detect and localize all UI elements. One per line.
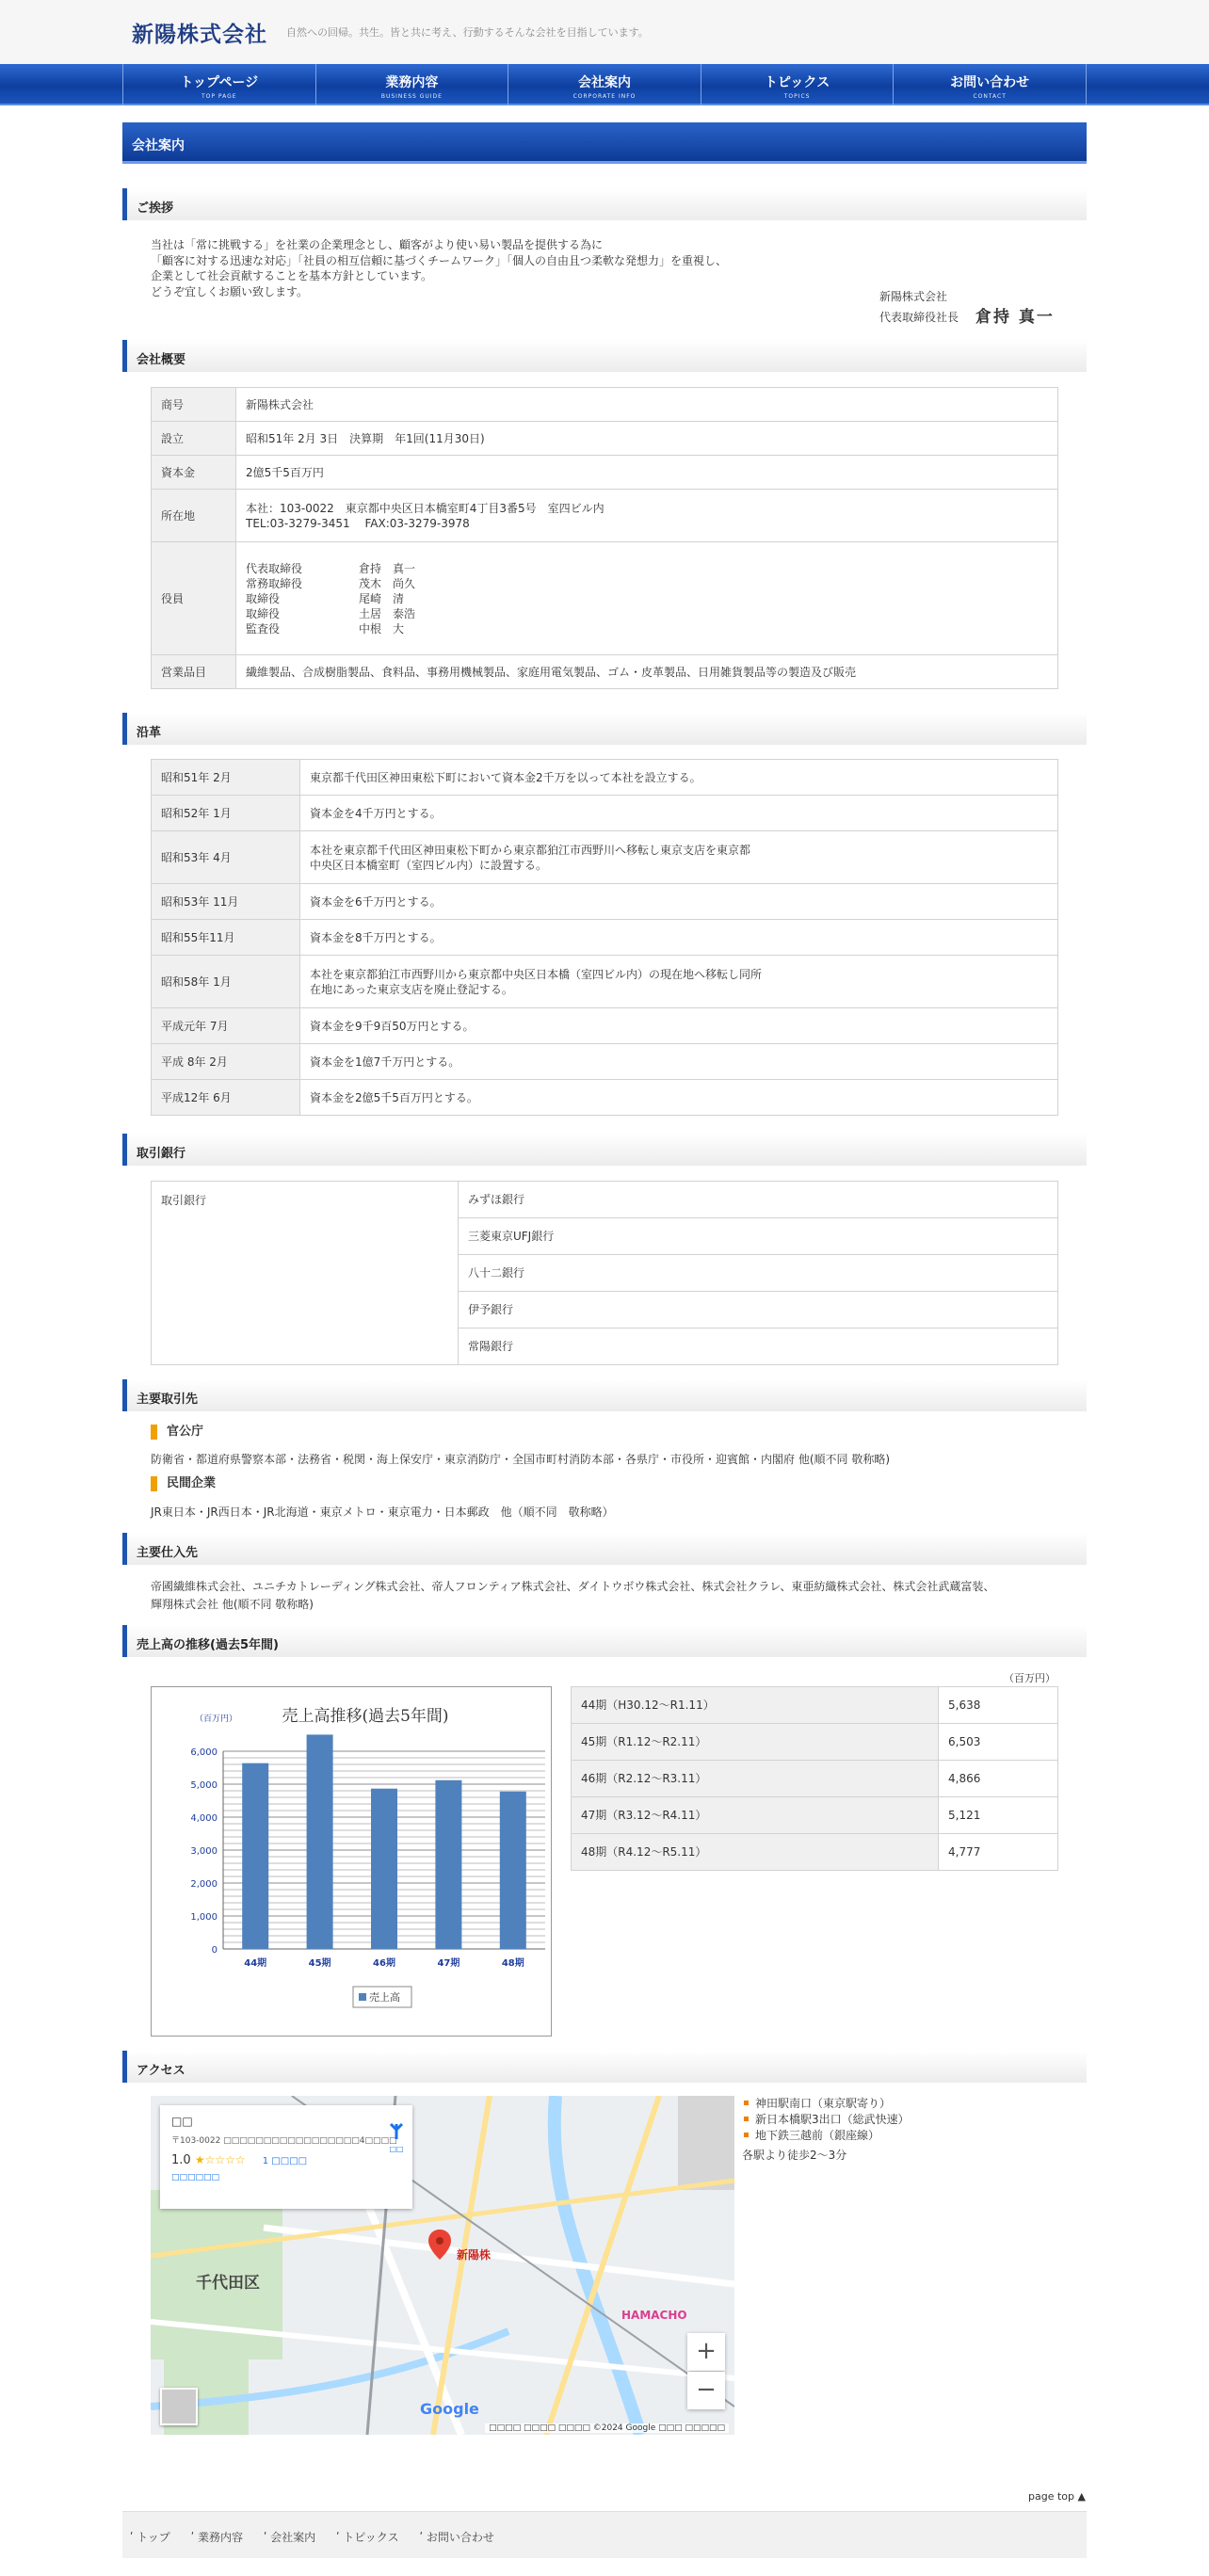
officer-entry [246,591,1048,606]
suppliers-text [151,1578,1055,1614]
chart-ylabel: （百万円） [195,1715,238,1724]
footer-nav [122,2511,1087,2558]
officer-role: 代表取締役 [246,561,303,575]
global-nav-list [122,64,1087,105]
map-directions-button[interactable] [388,2122,405,2153]
customer-group-government: 官公庁 [151,1425,203,1440]
history-date: 昭和53年 11月 [152,884,300,920]
overview-row [152,456,1058,490]
overview-table [151,387,1058,689]
greeting-line: 「顧客に対する迅速な対応」「社員の相互信頼に基づくチームワーク」「個人の自由且つ柔軟な発想力」を重視し、 [151,253,728,267]
history-event-line: 中央区日本橋室町（室四ビル内）に設置する。 [310,858,548,872]
map-pin-icon[interactable] [428,2230,451,2260]
chart-ytick: 1,000 [190,1912,218,1923]
officer-entry [246,621,1048,636]
officer-name: 尾崎 清 [359,591,405,605]
history-event-line: 本社を東京都狛江市西野川から東京都中央区日本橋（室四ビル内）の現在地へ移転し同所 [310,967,763,981]
history-event-line: 資本金を8千万円とする。 [310,930,442,944]
chart-bar-47期 [435,1780,461,1949]
chart-xtick: 45期 [308,1958,331,1969]
chart-bar-45期 [307,1734,333,1949]
overview-label: 資本金 [152,456,236,490]
history-event-line: 資本金を4千万円とする。 [310,806,442,820]
footer-link[interactable]: ʹ 会社案内 [263,2531,316,2544]
bank-name: みずほ銀行 [459,1182,1058,1218]
history-row [152,956,1058,1008]
map-card-address: 〒103-0022 □□□□□□□□□□□□□□□□□4□□□□ [171,2136,397,2146]
sales-row [572,1797,1058,1834]
nav-item-sublabel: TOPICS [783,93,811,100]
officer-entry [246,561,1048,576]
overview-value [236,542,1058,655]
history-date: 昭和52年 1月 [152,796,300,831]
overview-row [152,655,1058,689]
bank-name: 常陽銀行 [459,1328,1058,1365]
section-heading-access: アクセス [122,2051,1087,2083]
chart-legend-swatch [359,1993,366,2001]
chart-bar-44期 [242,1763,268,1949]
bank-name: 伊予銀行 [459,1292,1058,1328]
overview-value-line: 新陽株式会社 [246,397,314,411]
history-event [300,1044,1058,1080]
customer-group-private: 民間企業 [151,1476,216,1491]
sales-value: 5,638 [939,1687,1058,1724]
history-event [300,760,1058,796]
greeting-line: 当社は「常に挑戦する」を社業の企業理念とし、顧客がより使い易い製品を提供する為に [151,238,604,251]
map-reviews-link[interactable]: 1 □□□□ [262,2156,308,2166]
officer-role: 取締役 [246,606,281,620]
officer-name: 倉持 真一 [359,561,416,575]
access-map[interactable] [151,2096,734,2435]
history-event-line: 資本金を2億5千5百万円とする。 [310,1090,478,1104]
section-heading-customers: 主要取引先 [122,1379,1087,1411]
history-row [152,831,1058,884]
banks-label: 取引銀行 [152,1182,459,1365]
map-rating-value: 1.0 [171,2153,191,2167]
map-card-name: □□ [171,2115,193,2128]
overview-value-line: 本社：103-0022 東京都中央区日本橋室町4丁目3番5号 室四ビル内 [246,501,604,515]
directions-icon [388,2122,405,2141]
map-place-label: 新陽株 [457,2248,492,2262]
history-row [152,1044,1058,1080]
history-row [152,920,1058,956]
sales-unit-label: （百万円） [1004,1672,1056,1684]
bank-row [152,1182,1058,1218]
history-date: 平成12年 6月 [152,1080,300,1116]
officer-name: 茂木 尚久 [359,576,416,590]
nav-item-sublabel: CORPORATE INFO [572,93,637,100]
overview-value [236,655,1058,689]
global-nav [0,64,1209,105]
footer-link[interactable]: ʹ お問い合わせ [419,2531,494,2544]
sales-period: 46期（R2.12〜R3.11） [572,1761,939,1797]
sales-value: 4,777 [939,1834,1058,1871]
overview-value [236,490,1058,542]
history-row [152,796,1058,831]
sales-value: 4,866 [939,1761,1058,1797]
map-district-label: 千代田区 [196,2274,260,2293]
history-event-line: 本社を東京都千代田区神田東松下町から東京都狛江市西野川へ移転し東京支店を東京都 [310,843,751,857]
section-heading-greeting: ご挨拶 [122,188,1087,220]
sales-value: 6,503 [939,1724,1058,1761]
chart-bar-46期 [371,1789,397,1949]
history-event-line: 資本金を1億7千万円とする。 [310,1055,460,1069]
overview-label: 商号 [152,388,236,422]
overview-value [236,456,1058,490]
history-event-line: 資本金を9千9百50万円とする。 [310,1019,475,1033]
history-event [300,884,1058,920]
map-rating-stars: ★☆☆☆☆ [194,2153,246,2166]
history-table [151,759,1058,1116]
access-station: 新日本橋駅3出口（総武快速） [742,2112,910,2128]
overview-label: 設立 [152,422,236,456]
nav-item-sublabel: TOP PAGE [202,93,237,100]
overview-label: 営業品目 [152,655,236,689]
overview-value [236,422,1058,456]
officer-entry [246,606,1048,621]
overview-row [152,422,1058,456]
chart-ytick: 3,000 [190,1846,218,1857]
history-event [300,1080,1058,1116]
map-hamacho-label: HAMACHO [621,2309,687,2322]
nav-item-label: 会社案内 [577,75,631,90]
history-event [300,920,1058,956]
nav-item-label: トピックス [764,75,830,90]
sales-row [572,1834,1058,1871]
overview-row [152,542,1058,655]
section-heading-suppliers: 主要仕入先 [122,1533,1087,1565]
history-date: 平成元年 7月 [152,1008,300,1044]
access-station: 地下鉄三越前（銀座線） [742,2128,910,2144]
page-title: 会社案内 [122,122,1087,164]
map-card-rating [171,2153,401,2167]
history-event [300,796,1058,831]
greeting-line: どうぞ宜しくお願い致します。 [151,284,309,298]
customer-group-government-text: 防衛省・都道府県警察本部・法務省・税関・海上保安庁・東京消防庁・全国市町村消防本部・各県庁・市役所・迎賓館・内閣府 他(順不同 敬称略) [151,1453,890,1466]
nav-item-sublabel: BUSINESS GUIDE [380,93,443,100]
history-event [300,1008,1058,1044]
site-tagline: 自然への回帰。共生。皆と共に考え、行動するそんな会社を目指しています。 [286,26,649,39]
overview-label: 所在地 [152,490,236,542]
access-station-list [742,2096,910,2144]
map-satellite-toggle[interactable] [160,2388,198,2425]
overview-value-line: TEL:03-3279-3451 FAX:03-3279-3978 [246,516,470,530]
sales-row [572,1687,1058,1724]
site-logo[interactable]: 新陽株式会社 [132,22,267,47]
nav-item-3[interactable] [701,64,895,105]
sales-period: 45期（R1.12〜R2.11） [572,1724,939,1761]
sales-period: 48期（R4.12〜R5.11） [572,1834,939,1871]
sales-period: 44期（H30.12〜R1.11） [572,1687,939,1724]
sales-chart [151,1686,552,2037]
history-event-line: 在地にあった東京支店を廃止登記する。 [310,982,513,996]
sales-value: 5,121 [939,1797,1058,1834]
section-heading-history: 沿革 [122,713,1087,745]
sales-table [571,1686,1058,1871]
chart-legend-label: 売上高 [369,1991,400,2004]
sales-period: 47期（R3.12〜R4.11） [572,1797,939,1834]
history-row [152,1008,1058,1044]
bank-name: 三菱東京UFJ銀行 [459,1218,1058,1255]
footer-link[interactable]: ʹ トピックス [336,2531,399,2544]
section-heading-banks: 取引銀行 [122,1134,1087,1166]
chart-ytick: 5,000 [190,1780,218,1791]
overview-value-line: 繊維製品、合成樹脂製品、食料品、事務用機械製品、家庭用電気製品、ゴム・皮革製品、日用雑貨製品等の製造及び販売 [246,665,857,679]
map-info-card [160,2105,412,2209]
overview-row [152,388,1058,422]
sales-row [572,1761,1058,1797]
officer-role: 取締役 [246,591,281,605]
chart-bar-48期 [500,1792,526,1949]
nav-item-1[interactable] [316,64,509,105]
nav-item-label: お問い合わせ [950,75,1030,90]
chart-xtick: 47期 [437,1958,460,1969]
history-date: 昭和51年 2月 [152,760,300,796]
site-header [0,0,1209,64]
supplier-line: 帝國繊維株式会社、ユニチカトレーディング株式会社、帝人フロンティア株式会社、ダイトウボウ株式会社、株式会社クラレ、東亜紡織株式会社、株式会社武蔵富装、 [151,1580,995,1593]
history-row [152,760,1058,796]
nav-item-label: トップページ [180,75,259,90]
history-date: 平成 8年 2月 [152,1044,300,1080]
map-larger-link[interactable]: □□□□□□ [171,2173,220,2182]
chart-title: 売上高推移(過去5年間) [282,1707,449,1726]
nav-item-0[interactable] [123,64,316,105]
history-event-line: 資本金を6千万円とする。 [310,894,442,909]
map-attribution[interactable]: □□□□ □□□□ □□□□ ©2024 Google □□□ □□□□□ [485,2423,729,2433]
history-date: 昭和58年 1月 [152,956,300,1008]
history-event-line: 東京都千代田区神田東松下町において資本金2千万を以って本社を設立する。 [310,770,701,784]
nav-item-2[interactable] [508,64,701,105]
signature-title: 代表取締役社長 [879,311,959,324]
overview-value [236,388,1058,422]
history-date: 昭和55年11月 [152,920,300,956]
history-date: 昭和53年 4月 [152,831,300,884]
overview-row [152,490,1058,542]
officer-role: 常務取締役 [246,576,303,590]
banks-table [151,1181,1058,1365]
nav-item-label: 業務内容 [385,75,439,90]
sales-chart-svg [152,1687,551,2036]
google-logo: Google [420,2400,479,2418]
officer-name: 土居 泰浩 [359,606,416,620]
greeting-text [151,237,810,299]
map-zoom-out-button[interactable]: − [687,2372,725,2409]
section-heading-sales: 売上高の推移(過去5年間) [122,1625,1087,1657]
map-directions-label: □□ [389,2145,404,2153]
section-heading-overview: 会社概要 [122,340,1087,372]
chart-xtick: 44期 [244,1958,267,1969]
chart-xtick: 48期 [501,1958,524,1969]
officer-name: 中根 大 [359,621,405,636]
signature-name: 倉持 真一 [975,308,1055,327]
chart-ytick: 4,000 [190,1813,218,1824]
overview-label: 役員 [152,542,236,655]
chart-ytick: 6,000 [190,1747,218,1758]
officer-entry [246,576,1048,591]
officer-role: 監査役 [246,621,281,636]
history-event [300,956,1058,1008]
bank-name: 八十二銀行 [459,1255,1058,1292]
footer-link[interactable]: ʹ トップ [130,2531,170,2544]
sales-row [572,1724,1058,1761]
access-walk-time: 各駅より徒歩2〜3分 [742,2149,847,2162]
chart-xtick: 46期 [373,1958,395,1969]
chart-ytick: 2,000 [190,1879,218,1890]
nav-item-4[interactable] [894,64,1087,105]
customer-group-private-text: JR東日本・JR西日本・JR北海道・東京メトロ・東京電力・日本郵政 他（順不同 敬称略） [151,1505,614,1519]
access-station: 神田駅南口（東京駅寄り） [742,2096,910,2112]
footer-link[interactable]: ʹ 業務内容 [190,2531,243,2544]
greeting-line: 企業として社会貢献することを基本方針としています。 [151,269,433,282]
nav-item-sublabel: CONTACT [973,93,1007,100]
signature-company: 新陽株式会社 [879,290,948,303]
supplier-line: 輝翔株式会社 他(順不同 敬称略) [151,1598,314,1611]
history-row [152,1080,1058,1116]
chart-ytick: 0 [211,1945,218,1956]
overview-value-line: 昭和51年 2月 3日 決算期 年1回(11月30日) [246,431,485,445]
map-zoom-in-button[interactable]: + [687,2333,725,2371]
history-event [300,831,1058,884]
overview-value-line: 2億5千5百万円 [246,465,324,479]
page-top-link[interactable]: page top ▲ [1028,2490,1086,2503]
history-row [152,884,1058,920]
